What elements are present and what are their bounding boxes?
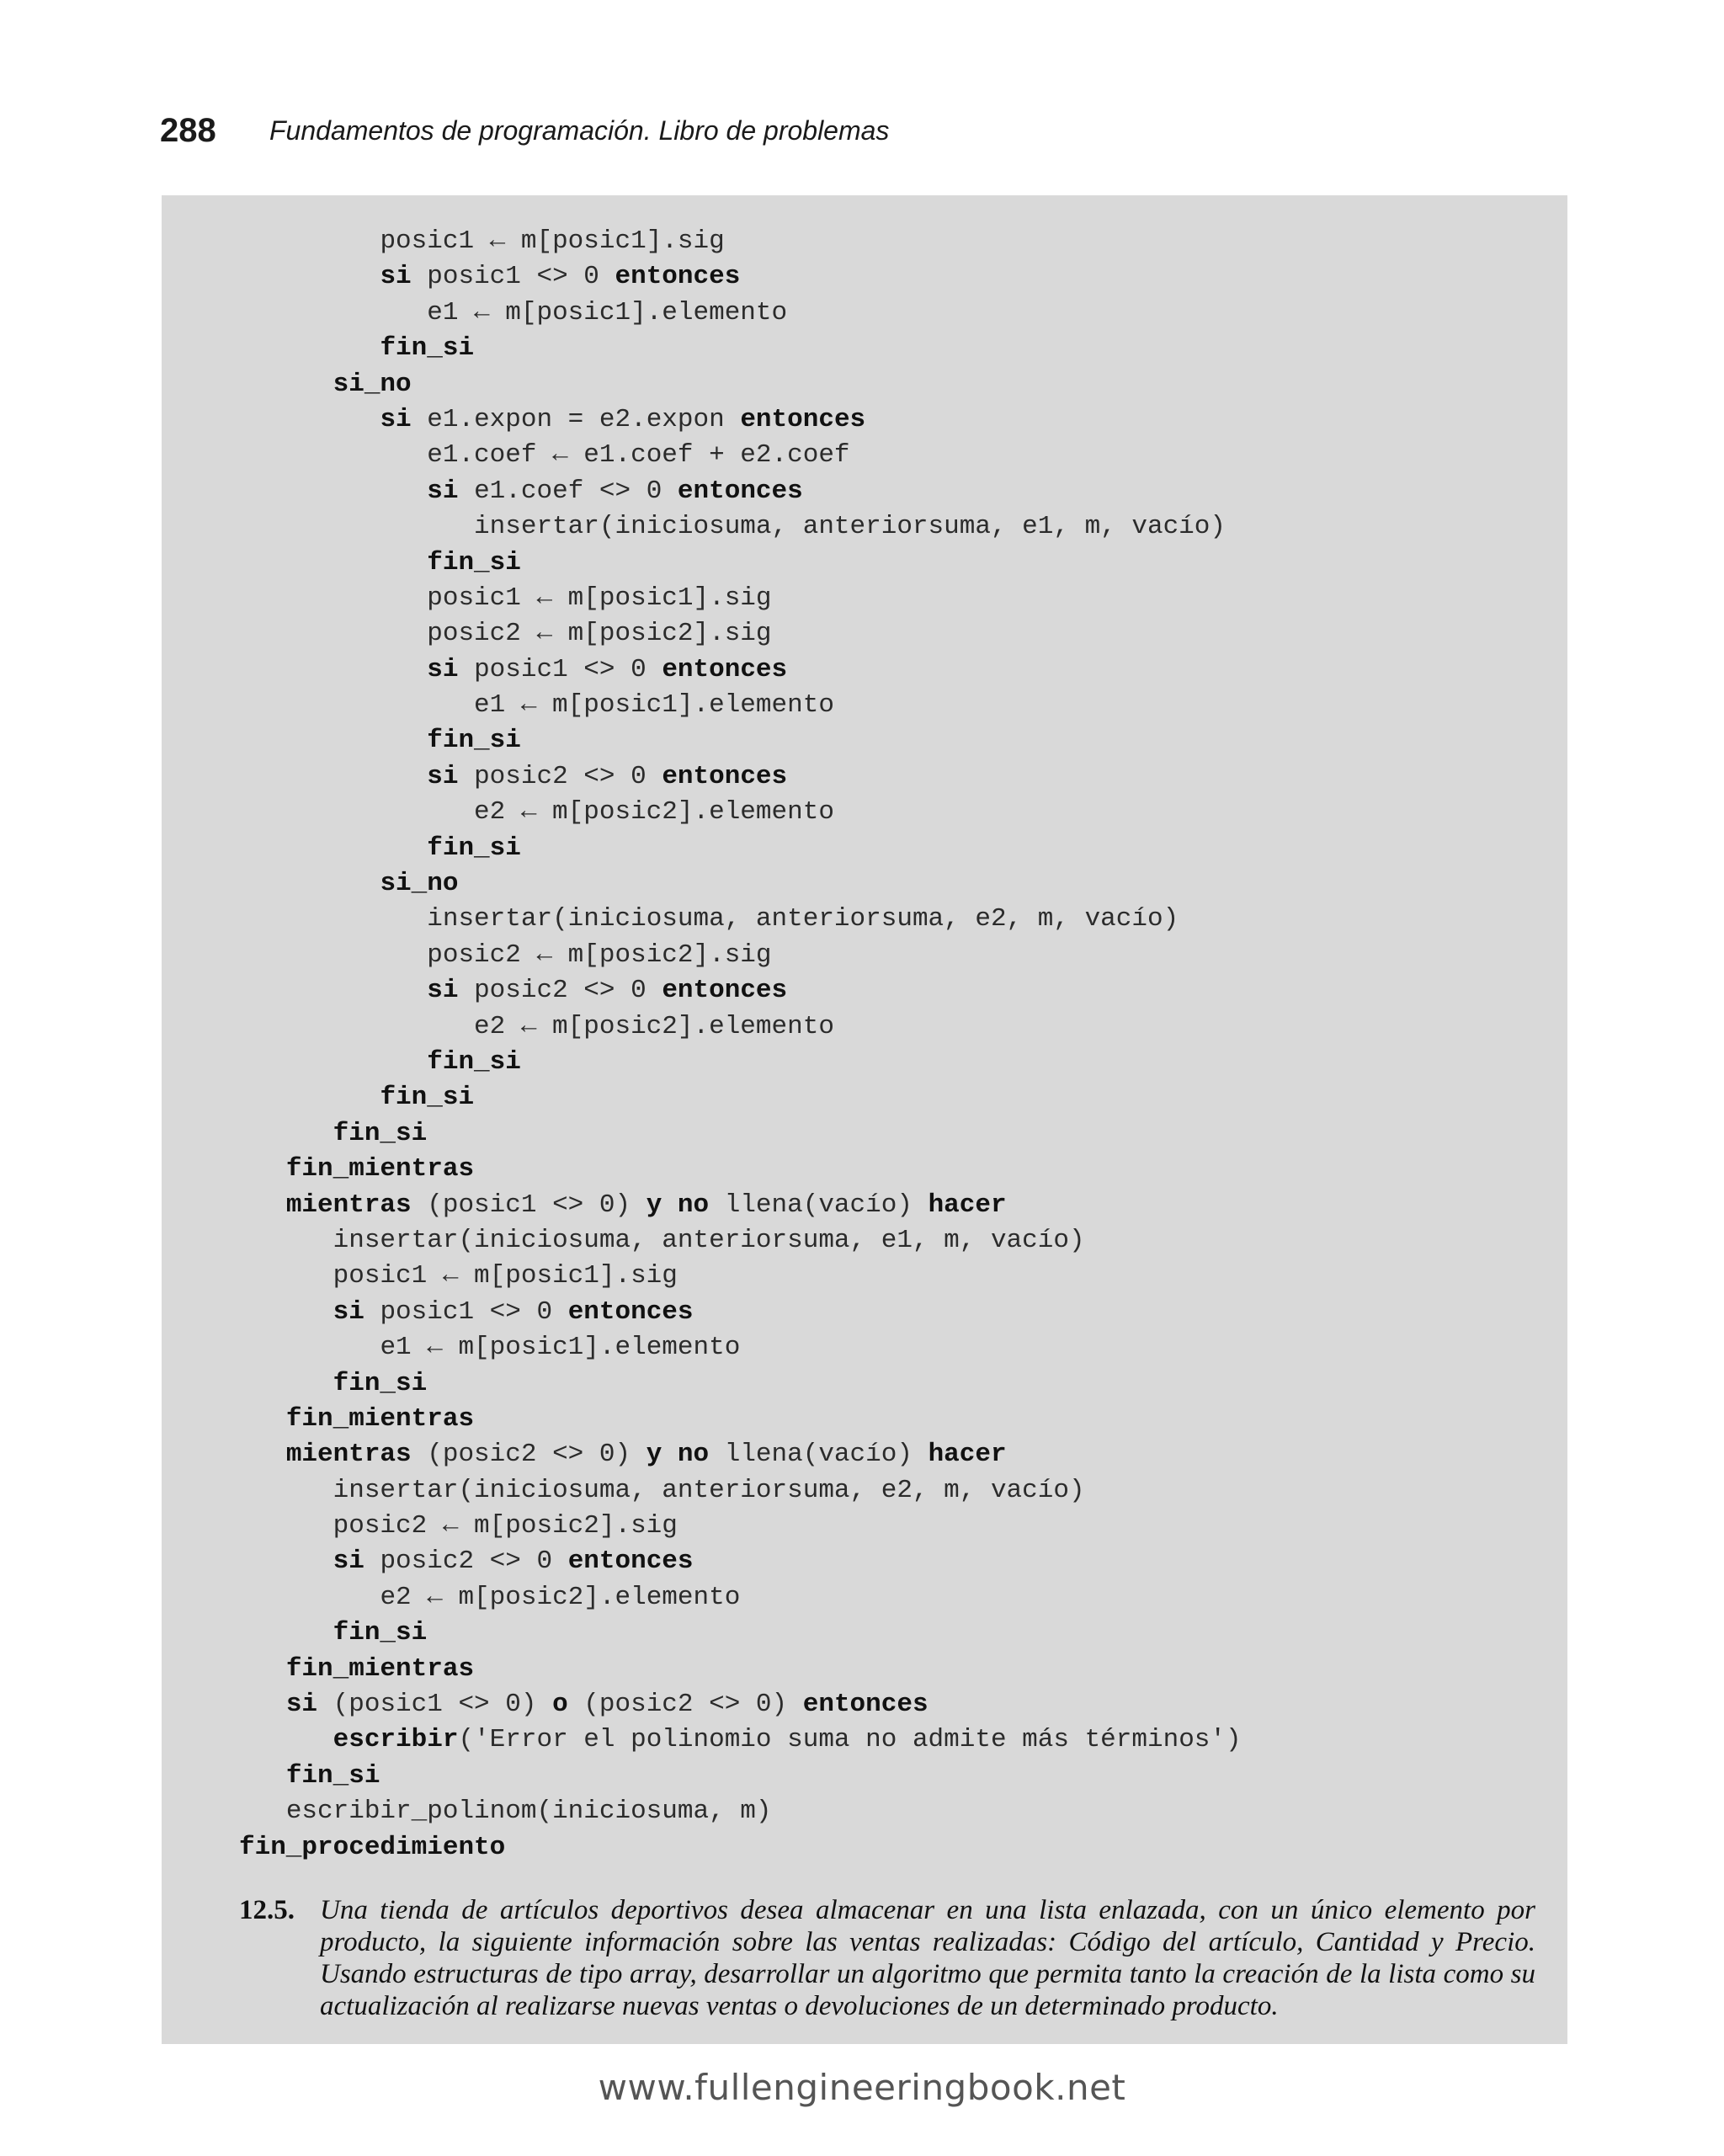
code-keyword: mientras [285, 1440, 412, 1470]
code-keyword: escribir [333, 1725, 459, 1755]
code-line [239, 259, 1242, 295]
code-keyword: si [427, 476, 459, 506]
code-keyword: fin_mientras [285, 1154, 475, 1184]
code-text: e2 ← m[posic2].elemento [380, 1582, 741, 1612]
code-text: llena(vacío) [709, 1190, 929, 1220]
code-keyword: entonces [662, 761, 788, 791]
code-line [239, 1473, 1242, 1509]
code-keyword: entonces [662, 654, 788, 684]
code-line [239, 1080, 1242, 1115]
code-keyword: si_no [380, 869, 459, 899]
code-line [239, 831, 1242, 866]
code-text: (posic2 <> 0) [411, 1440, 646, 1470]
code-line [239, 1509, 1242, 1544]
code-line [239, 795, 1242, 830]
page-header [160, 101, 889, 160]
code-line [239, 688, 1242, 723]
problem-statement [239, 1894, 1535, 2022]
code-line [239, 1759, 1242, 1794]
code-keyword: entonces [567, 1296, 694, 1327]
book-title: Fundamentos de programación. Libro de problemas [269, 114, 890, 146]
code-keyword: entonces [802, 1690, 929, 1720]
code-text: insertar(iniciosuma, anteriorsuma, e1, m, vacío) [333, 1225, 1085, 1255]
code-panel [162, 195, 1567, 2044]
code-line [239, 224, 1242, 259]
code-keyword: hacer [928, 1440, 1007, 1470]
code-line [239, 1402, 1242, 1437]
code-keyword: entonces [662, 976, 788, 1006]
code-text: insertar(iniciosuma, anteriorsuma, e2, m, vacío) [333, 1475, 1085, 1505]
code-text: posic1 ← m[posic1].sig [427, 583, 772, 613]
code-line [239, 759, 1242, 795]
code-keyword: fin_mientras [285, 1403, 475, 1434]
code-keyword: entonces [677, 476, 803, 506]
code-keyword: si_no [333, 369, 412, 399]
code-keyword: fin_mientras [285, 1653, 475, 1684]
code-text: llena(vacío) [709, 1440, 929, 1470]
code-line [239, 581, 1242, 616]
code-keyword: fin_si [427, 726, 521, 756]
watermark-url: www.fullengineeringbook.net [598, 2067, 1126, 2108]
code-keyword: fin_si [380, 333, 475, 364]
code-line [239, 1830, 1242, 1866]
code-line [239, 723, 1242, 759]
code-line [239, 295, 1242, 331]
code-line [239, 1652, 1242, 1687]
code-keyword: si [285, 1690, 318, 1720]
code-keyword: fin_si [333, 1368, 428, 1398]
code-line [239, 1295, 1242, 1330]
code-line [239, 1580, 1242, 1616]
code-keyword: si [380, 404, 412, 434]
code-line [239, 1009, 1242, 1045]
code-line [239, 1045, 1242, 1080]
code-keyword: o [552, 1690, 568, 1720]
code-keyword: entonces [740, 404, 866, 434]
code-line [239, 1366, 1242, 1402]
code-keyword: fin_si [427, 1046, 521, 1077]
code-keyword: si [427, 654, 459, 684]
problem-text: Una tienda de artículos deportivos desea almacenar en una lista enlazada, con un único elemento por producto, la siguiente información sobre las ventas realizadas: Código del artículo, Cantidad y Precio. Usando estructuras de tipo array, desarrollar un algoritmo que permita tanto la creación de la lista como su actualización al realizarse nuevas ventas o devoluciones de un determinado producto. [320, 1895, 1535, 2021]
code-text: posic2 <> 0 [364, 1546, 568, 1577]
code-keyword: si [333, 1546, 364, 1577]
code-text: (posic2 <> 0) [567, 1690, 803, 1720]
code-text: e1.coef <> 0 [458, 476, 678, 506]
code-text: posic1 ← m[posic1].sig [380, 226, 725, 256]
code-line [239, 1794, 1242, 1829]
code-text: posic2 <> 0 [458, 976, 662, 1006]
code-line [239, 1544, 1242, 1579]
code-line [239, 1223, 1242, 1259]
code-line [239, 367, 1242, 402]
code-line [239, 1116, 1242, 1152]
code-line [239, 1259, 1242, 1294]
code-text: escribir_polinom(iniciosuma, m) [285, 1797, 772, 1827]
code-keyword: fin_si [380, 1083, 475, 1113]
code-keyword: fin_si [333, 1618, 428, 1648]
code-text: e1.coef ← e1.coef + e2.coef [427, 440, 850, 471]
code-line [239, 1330, 1242, 1365]
code-line [239, 1188, 1242, 1223]
code-line [239, 438, 1242, 473]
code-line [239, 866, 1242, 902]
problem-number: 12.5. [239, 1895, 295, 1925]
code-line [239, 331, 1242, 366]
code-keyword: entonces [567, 1546, 694, 1577]
code-text: insertar(iniciosuma, anteriorsuma, e2, m, vacío) [427, 904, 1179, 934]
code-line [239, 1687, 1242, 1722]
code-keyword: si [427, 976, 459, 1006]
code-line [239, 474, 1242, 509]
code-line [239, 1437, 1242, 1472]
code-keyword: hacer [928, 1190, 1007, 1220]
code-line [239, 1722, 1242, 1758]
code-text: posic2 ← m[posic2].sig [427, 619, 772, 649]
code-line [239, 1616, 1242, 1651]
code-keyword: si [333, 1296, 364, 1327]
code-text: posic1 <> 0 [458, 654, 662, 684]
code-keyword: fin_procedimiento [239, 1832, 506, 1862]
code-keyword: y no [646, 1190, 710, 1220]
code-line [239, 973, 1242, 1009]
code-text: (posic1 <> 0) [317, 1690, 553, 1720]
code-text: (posic1 <> 0) [411, 1190, 646, 1220]
code-text: e1.expon = e2.expon [411, 404, 741, 434]
code-keyword: y no [646, 1440, 710, 1470]
code-text: posic2 ← m[posic2].sig [427, 940, 772, 970]
code-text: posic2 ← m[posic2].sig [333, 1511, 678, 1541]
code-text: posic1 ← m[posic1].sig [333, 1261, 678, 1291]
code-text: e1 ← m[posic1].elemento [380, 1333, 741, 1363]
code-text: insertar(iniciosuma, anteriorsuma, e1, m, vacío) [474, 512, 1226, 542]
code-text: posic2 <> 0 [458, 761, 662, 791]
code-keyword: entonces [615, 262, 741, 292]
code-text: e2 ← m[posic2].elemento [474, 1011, 834, 1041]
code-line [239, 402, 1242, 438]
code-keyword: fin_si [333, 1118, 428, 1148]
code-keyword: fin_si [427, 833, 521, 863]
code-line [239, 616, 1242, 652]
code-keyword: fin_si [427, 547, 521, 578]
code-keyword: si [380, 262, 412, 292]
code-line [239, 509, 1242, 545]
code-text: ('Error el polinomio suma no admite más términos') [458, 1725, 1242, 1755]
code-text: posic1 <> 0 [364, 1296, 568, 1327]
code-keyword: fin_si [285, 1760, 380, 1791]
code-text: e1 ← m[posic1].elemento [427, 297, 788, 327]
code-line [239, 938, 1242, 973]
code-text: posic1 <> 0 [411, 262, 615, 292]
code-text: e1 ← m[posic1].elemento [474, 690, 834, 721]
code-line [239, 652, 1242, 688]
code-line [239, 1152, 1242, 1187]
pseudocode-listing [239, 224, 1242, 1866]
code-keyword: mientras [285, 1190, 412, 1220]
code-line [239, 902, 1242, 937]
code-text: e2 ← m[posic2].elemento [474, 797, 834, 828]
code-keyword: si [427, 761, 459, 791]
code-line [239, 546, 1242, 581]
page-number: 288 [160, 111, 216, 149]
